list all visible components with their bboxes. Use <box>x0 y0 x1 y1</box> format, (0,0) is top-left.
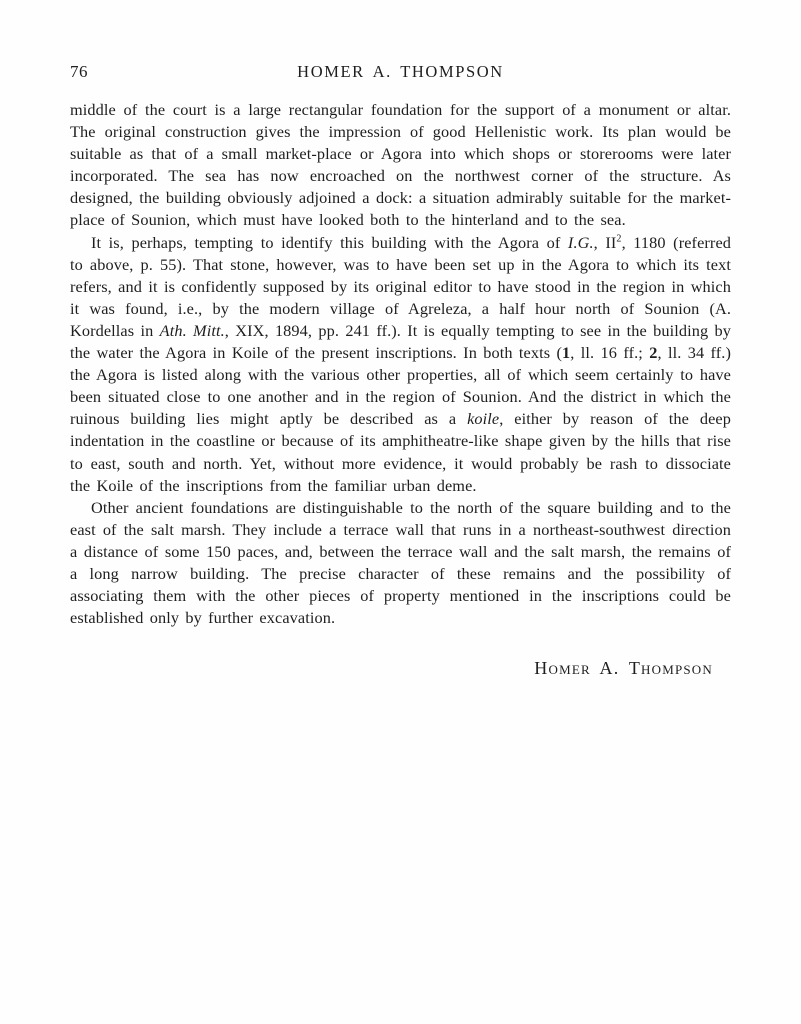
author-signature: Homer A. Thompson <box>534 658 713 679</box>
text-segment: Ath. Mitt. <box>159 320 225 340</box>
text-segment: , ll. 16 ff.; <box>570 343 650 363</box>
text-segment: koile <box>467 409 500 429</box>
text-segment: Other ancient foundations are distinguishable to the north of the square building and to the east of the salt marsh. They include a terrace wall that runs in a northeast-southwest direction a distance of some 150 paces, and, between the terrace wall and the salt marsh, the remains of a long narrow building. The precise character of these remains and the possibility of associating them with the other pieces of property mentioned in the inscriptions could be established only by further excavation. <box>70 497 731 628</box>
text-segment: 2 <box>616 233 622 245</box>
paragraph <box>70 497 731 630</box>
text-segment: I.G. <box>567 232 594 252</box>
paragraph <box>70 99 731 232</box>
text-segment: , XIX, 1894, pp. 241 ff.). It is equally tempting to see in the building by the water the Agora in Koile of the present inscriptions. In both texts ( <box>70 320 732 363</box>
page-number: 76 <box>70 62 88 81</box>
text-segment: middle of the court is a large rectangular foundation for the support of a monument or altar. The original construction gives the impression of good Hellenistic work. Its plan would be suitable as that of a small market-place or Agora into which shops or storerooms were later incorporated. The sea has now encroached on the northwest corner of the structure. As designed, the building obviously adjoined a dock: a situation admirably suitable for the market-place of Sounion, which must have looked both to the hinterland and to the sea. <box>70 100 731 230</box>
running-head: HOMER A. THOMPSON <box>297 62 504 81</box>
page-header <box>70 62 731 80</box>
text-segment: 1 <box>562 343 571 363</box>
text-segment: , 1180 (referred to above, p. 55). That stone, however, was to have been set up in the Agora to which its text refers, and it is confidently supposed by its original editor to have stood in the region in which it was found, i.e., by the modern village of Agreleza, a half hour north of Sounion (A. Kordellas in <box>70 232 732 340</box>
text-segment: , either by reason of the deep indentation in the coastline or because of its amphitheatre-like shape given by the hills that rise to east, south and north. Yet, without more evidence, it would probably be rash to dissociate the Koile of the inscriptions from the familiar urban deme. <box>70 409 731 495</box>
paragraph <box>70 232 731 497</box>
text-segment: , ll. 34 ff.) the Agora is listed along with the various other properties, all of which seem certainly to have been situated close to one another and in the region of Sounion. And the district in which the ruinous building lies might aptly be described as a <box>70 343 731 429</box>
text-segment: 2 <box>649 343 658 363</box>
text-segment: It is, perhaps, tempting to identify this building with the Agora of <box>91 232 568 252</box>
page-body <box>70 99 731 629</box>
text-segment: , II <box>593 232 617 252</box>
